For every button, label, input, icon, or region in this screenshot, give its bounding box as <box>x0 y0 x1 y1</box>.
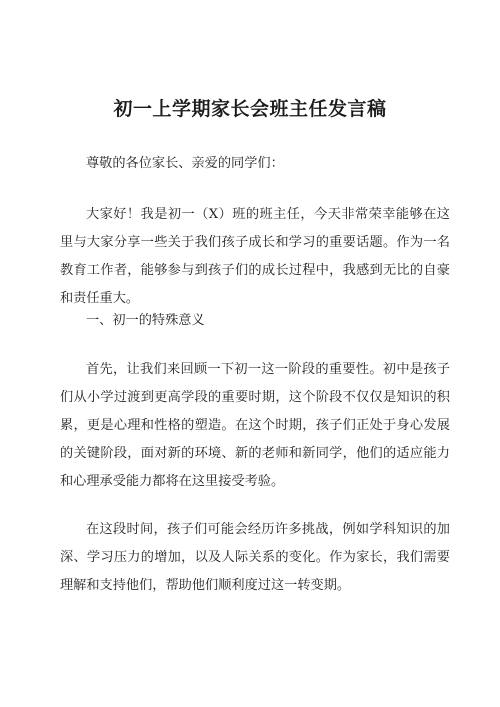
document-title: 初一上学期家长会班主任发言稿 <box>113 98 387 120</box>
section-heading: 一、初一的特殊意义 <box>86 313 205 328</box>
paragraph-importance: 首先，让我们来回顾一下初一这一阶段的重要性。初中是孩子们从小学过渡到更高学段的重要时期，这个阶段不仅仅是知识的积累，更是心理和性格的塑造。在这个时期，孩子们正处于身心发展的关键阶段，面对新的环境、新的老师和新同学，他们的适应能力和心理承受能力都将在这里接受考验。 <box>60 362 450 489</box>
paragraph-intro: 大家好！我是初一（X）班的班主任，今天非常荣幸能够在这里与大家分享一些关于我们孩子成长和学习的重要话题。作为一名教育工作者，能够参与到孩子们的成长过程中，我感到无比的自豪和责任重大。 <box>60 207 450 306</box>
salutation: 尊敬的各位家长、亲爱的同学们： <box>86 156 284 171</box>
paragraph-challenges: 在这段时间，孩子们可能会经历许多挑战，例如学科知识的加深、学习压力的增加，以及人际关系的变化。作为家长，我们需要理解和支持他们，帮助他们顺利度过这一转变期。 <box>60 522 450 593</box>
